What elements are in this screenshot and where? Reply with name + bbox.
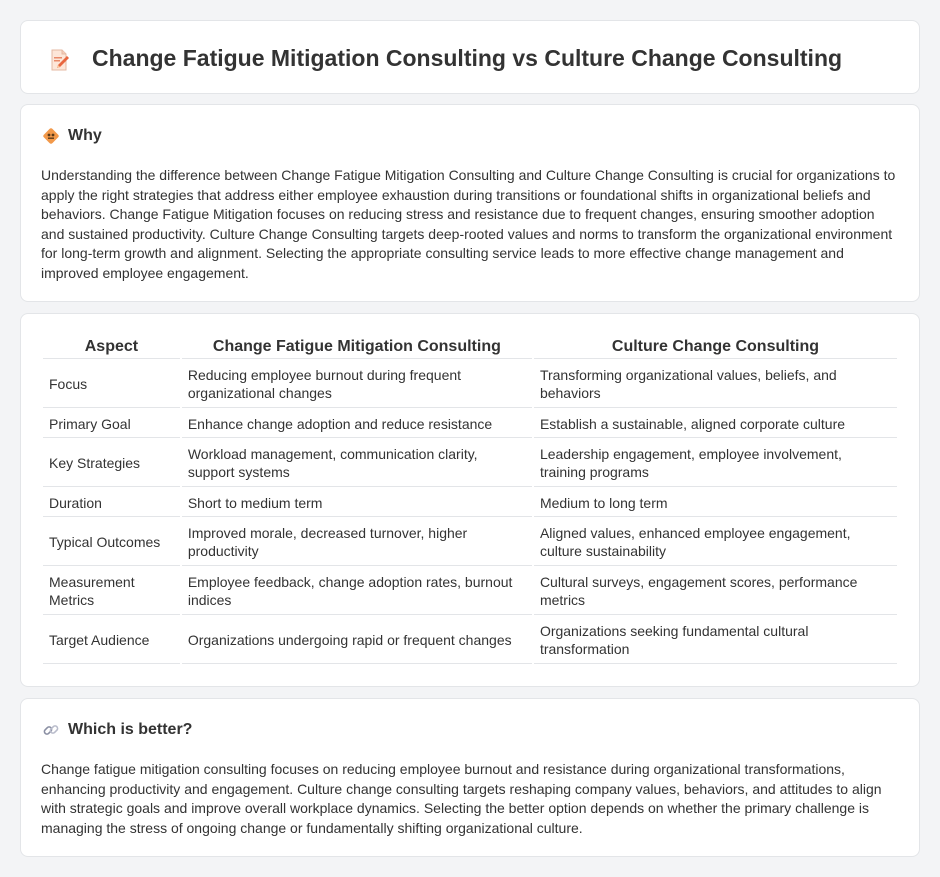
row-change-fatigue: Employee feedback, change adoption rates, burnout indices bbox=[182, 568, 532, 615]
better-heading: Which is better? bbox=[68, 721, 193, 738]
row-aspect: Measurement Metrics bbox=[43, 568, 180, 615]
better-header bbox=[42, 721, 192, 739]
document-edit-icon bbox=[47, 48, 71, 72]
table-row bbox=[43, 489, 897, 517]
comparison-table bbox=[41, 334, 899, 666]
page-title: Change Fatigue Mitigation Consulting vs Culture Change Consulting bbox=[92, 45, 843, 71]
header-aspect: Aspect bbox=[43, 336, 180, 359]
row-culture-change: Organizations seeking fundamental cultural transformation bbox=[534, 617, 897, 664]
link-icon bbox=[42, 721, 60, 739]
row-change-fatigue: Improved morale, decreased turnover, higher productivity bbox=[182, 519, 532, 566]
table-row bbox=[43, 617, 897, 664]
which-is-better-section bbox=[20, 698, 920, 857]
comparison-section bbox=[20, 313, 920, 687]
table-header-row bbox=[43, 336, 897, 359]
row-culture-change: Aligned values, enhanced employee engagement, culture sustainability bbox=[534, 519, 897, 566]
header-culture-change: Culture Change Consulting bbox=[534, 336, 897, 359]
row-aspect: Primary Goal bbox=[43, 410, 180, 438]
row-aspect: Duration bbox=[43, 489, 180, 517]
header-change-fatigue: Change Fatigue Mitigation Consulting bbox=[182, 336, 532, 359]
row-aspect: Focus bbox=[43, 361, 180, 408]
row-aspect: Key Strategies bbox=[43, 440, 180, 487]
row-change-fatigue: Workload management, communication clarity, support systems bbox=[182, 440, 532, 487]
table-row bbox=[43, 410, 897, 438]
diamond-sign-icon bbox=[42, 127, 60, 145]
row-culture-change: Establish a sustainable, aligned corporate culture bbox=[534, 410, 897, 438]
row-culture-change: Leadership engagement, employee involvement, training programs bbox=[534, 440, 897, 487]
row-change-fatigue: Short to medium term bbox=[182, 489, 532, 517]
why-header bbox=[42, 127, 102, 145]
row-aspect: Typical Outcomes bbox=[43, 519, 180, 566]
why-section bbox=[20, 104, 920, 302]
table-row bbox=[43, 568, 897, 615]
table-row bbox=[43, 361, 897, 408]
row-change-fatigue: Enhance change adoption and reduce resistance bbox=[182, 410, 532, 438]
row-culture-change: Cultural surveys, engagement scores, performance metrics bbox=[534, 568, 897, 615]
why-text: Understanding the difference between Change Fatigue Mitigation Consulting and Culture Change Consulting is crucial for organizations to apply the right strategies that address either employee exhaustion during transitions or foundational shifts in organizational beliefs and behaviors. Change Fatigue Mitigation focuses on reducing stress and resistance due to frequent changes, ensuring smoother adoption and sustained productivity. Culture Change Consulting targets deep-rooted values and norms to transform the organizational environment for long-term growth and alignment. Selecting the appropriate consulting service leads to more effective change management and improved employee engagement. bbox=[41, 167, 896, 281]
row-aspect: Target Audience bbox=[43, 617, 180, 664]
why-heading: Why bbox=[68, 127, 102, 144]
better-text: Change fatigue mitigation consulting focuses on reducing employee burnout and resistance during organizational transformations, enhancing productivity and engagement. Culture change consulting targets reshaping company values, behaviors, and attitudes to align with strategic goals and improve overall workplace dynamics. Selecting the better option depends on whether the primary challenge is managing the stress of ongoing change or fundamentally shifting organizational culture. bbox=[41, 761, 882, 836]
table-row bbox=[43, 440, 897, 487]
row-change-fatigue: Reducing employee burnout during frequent organizational changes bbox=[182, 361, 532, 408]
title-card bbox=[20, 20, 920, 94]
table-row bbox=[43, 519, 897, 566]
row-culture-change: Medium to long term bbox=[534, 489, 897, 517]
row-culture-change: Transforming organizational values, beliefs, and behaviors bbox=[534, 361, 897, 408]
row-change-fatigue: Organizations undergoing rapid or frequent changes bbox=[182, 617, 532, 664]
